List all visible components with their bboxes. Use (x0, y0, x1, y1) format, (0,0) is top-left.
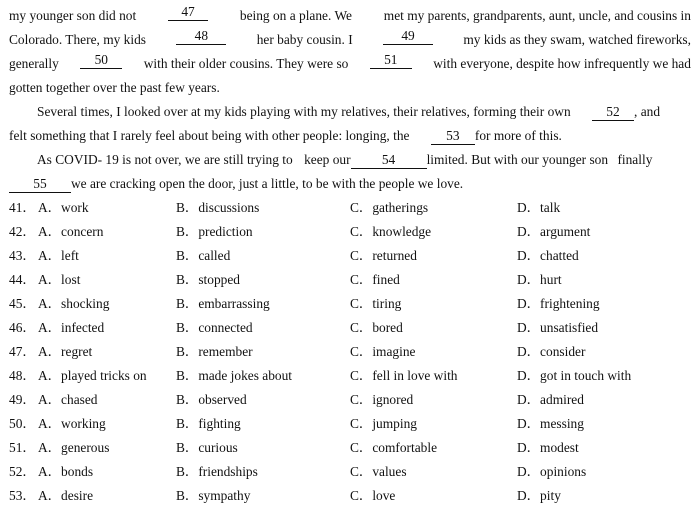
passage-text: As COVID- 19 is not over, we are still trying to (37, 152, 293, 167)
passage-line (9, 100, 691, 124)
question-number: 49． (9, 392, 36, 407)
option-d: D．argument (517, 224, 591, 239)
passage-text: felt something that I rarely feel about being with other people: longing, the (9, 128, 410, 143)
question-number: 45． (9, 296, 36, 311)
option-c: C．ignored (350, 392, 414, 407)
option-c: C．bored (350, 320, 403, 335)
option-c: C．imagine (350, 344, 416, 359)
blank-48: 48 (176, 28, 226, 45)
blank-50: 50 (80, 52, 122, 69)
question-number: 48． (9, 368, 36, 383)
option-a: A．shocking (38, 296, 110, 311)
passage-text: generally (9, 56, 59, 71)
option-b: B．embarrassing (176, 296, 270, 311)
option-d: D．admired (517, 392, 584, 407)
passage-text: my kids as they swam, watched fireworks, (463, 32, 691, 47)
question-number: 52． (9, 464, 36, 479)
option-b: B．remember (176, 344, 253, 359)
passage-text: met my parents, grandparents, aunt, uncle, and cousins in (383, 8, 691, 23)
question-row (9, 484, 696, 508)
passage-text: her baby cousin. I (256, 32, 353, 47)
blank-54: 54 (351, 152, 427, 169)
question-row (9, 364, 696, 388)
passage-text: finally (617, 152, 653, 167)
question-row (9, 412, 696, 436)
option-c: C．jumping (350, 416, 417, 431)
option-b: B．called (176, 248, 231, 263)
passage-text: we are cracking open the door, just a little, to be with the people we love. (71, 176, 464, 191)
passage-text: Several times, I looked over at my kids playing with my relatives, their relatives, forming their own (37, 104, 571, 119)
blank-47: 47 (168, 4, 208, 21)
option-a: A．concern (38, 224, 104, 239)
option-b: B．prediction (176, 224, 253, 239)
option-a: A．regret (38, 344, 93, 359)
option-c: C．fined (350, 272, 400, 287)
option-d: D．modest (517, 440, 579, 455)
passage-line (9, 76, 691, 100)
question-row (9, 316, 696, 340)
passage-line (9, 172, 691, 196)
passage-line (9, 148, 691, 172)
passage-text: gotten together over the past few years. (9, 80, 220, 95)
passage-text: limited. But with our younger son (426, 152, 609, 167)
option-d: D．unsatisfied (517, 320, 599, 335)
option-c: C．fell in love with (350, 368, 458, 383)
passage-text: being on a plane. We (239, 8, 352, 23)
passage-text: , and (634, 104, 661, 119)
question-row (9, 436, 696, 460)
question-number: 41． (9, 200, 36, 215)
option-b: B．made jokes about (176, 368, 293, 383)
option-a: A．work (38, 200, 89, 215)
option-b: B．curious (176, 440, 238, 455)
question-row (9, 220, 696, 244)
option-c: C．tiring (350, 296, 402, 311)
option-d: D．frightening (517, 296, 600, 311)
question-number: 44． (9, 272, 36, 287)
option-d: D．got in touch with (517, 368, 632, 383)
question-row (9, 196, 696, 220)
option-c: C．returned (350, 248, 417, 263)
option-a: A．lost (38, 272, 81, 287)
option-b: B．fighting (176, 416, 241, 431)
question-number: 47． (9, 344, 36, 359)
option-b: B．connected (176, 320, 253, 335)
passage-line (9, 4, 691, 28)
option-a: A．chased (38, 392, 98, 407)
question-row (9, 244, 696, 268)
options-list (9, 196, 696, 508)
question-row (9, 460, 696, 484)
option-d: D．pity (517, 488, 561, 503)
question-row (9, 388, 696, 412)
option-b: B．discussions (176, 200, 260, 215)
blank-49: 49 (383, 28, 433, 45)
passage-line (9, 52, 691, 76)
question-number: 46． (9, 320, 36, 335)
option-d: D．opinions (517, 464, 587, 479)
blank-52: 52 (592, 104, 634, 121)
option-a: A．desire (38, 488, 94, 503)
passage-text: with everyone, despite how infrequently we had (433, 56, 691, 71)
passage-line (9, 124, 691, 148)
option-d: D．consider (517, 344, 586, 359)
option-b: B．stopped (176, 272, 240, 287)
option-b: B．friendships (176, 464, 258, 479)
passage-text: for more of this. (474, 128, 562, 143)
passage (9, 4, 691, 196)
question-number: 53． (9, 488, 36, 503)
question-row (9, 340, 696, 364)
passage-text: my younger son did not (9, 8, 137, 23)
question-row (9, 292, 696, 316)
option-a: A．generous (38, 440, 110, 455)
option-a: A．left (38, 248, 79, 263)
question-row (9, 268, 696, 292)
option-b: B．sympathy (176, 488, 251, 503)
option-a: A．working (38, 416, 106, 431)
option-d: D．messing (517, 416, 584, 431)
passage-text: Colorado. There, my kids (9, 32, 146, 47)
option-c: C．comfortable (350, 440, 438, 455)
option-c: C．love (350, 488, 396, 503)
blank-51: 51 (370, 52, 412, 69)
option-c: C．values (350, 464, 407, 479)
passage-text: keep our (304, 152, 351, 167)
option-a: A．played tricks on (38, 368, 147, 383)
option-a: A．infected (38, 320, 105, 335)
option-d: D．chatted (517, 248, 579, 263)
question-number: 51． (9, 440, 36, 455)
question-number: 42． (9, 224, 36, 239)
question-number: 50． (9, 416, 36, 431)
option-d: D．talk (517, 200, 561, 215)
blank-53: 53 (431, 128, 475, 145)
blank-55: 55 (9, 176, 71, 193)
option-a: A．bonds (38, 464, 94, 479)
option-c: C．gatherings (350, 200, 429, 215)
passage-text: with their older cousins. They were so (143, 56, 349, 71)
passage-line (9, 28, 691, 52)
option-d: D．hurt (517, 272, 562, 287)
option-c: C．knowledge (350, 224, 432, 239)
question-number: 43． (9, 248, 36, 263)
option-b: B．observed (176, 392, 247, 407)
